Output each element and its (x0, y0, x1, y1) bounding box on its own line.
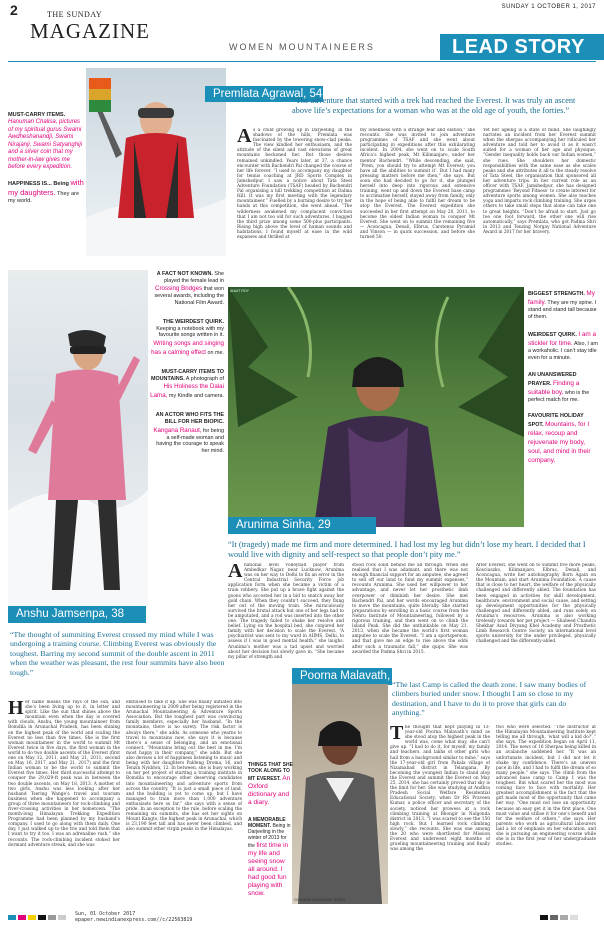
arunima-photo-credit: ANUIT ROY (230, 289, 249, 293)
poorna-fact-2: A MEMORABLE MOMENT. Being in Darjeeling in the winter of 2013 for the first time in my life and seeing snow all around. I had good fun playing with snow. (248, 816, 291, 897)
poorna-column-1: The thought that kept playing in 13-year-old Poorna Malavath’s mind as she stood atop the highest peak in the world was, come what may, she can’t give up. “I had to do it, for myself, my family and teachers, and lakhs of other girls who hail from a background similar to mine,” says the 17-year-old girl from Pakala village of Nizamabad district in Telangana. By becoming the youngest Indian to stand atop the Everest and summit the Everest on May 25, 2014, she has certainly proved that sky is the limit for her. She was studying at Andhra Pradesh Social Welfare Residential Educational Society, when Dr RS Praveen Kumar, a police officer and secretary of the society, noticed her prowess at a rock climbing training at Bhongir in Nalgonda district in 2013. “I was scared to see the 150 high rock. But I learned rock climbing slowly,” she recounts. She was one among the 20 who were shortlisted for Mission Everest and underwent eight months of grueling mountaineering training and finally was among the (390, 725, 490, 853)
footer-text (75, 911, 192, 923)
masthead (0, 0, 604, 62)
color-swatch (560, 915, 568, 920)
color-swatch (18, 915, 26, 920)
footer-url[interactable]: epaper.newindianexpress.com//c/22563819 (75, 917, 193, 923)
arunima-quote: “It (tragedy) made me firm and more determined. I had lost my leg but didn’t lose my heart. I decided that I would live with dignity and self-respect so that people don’t pity me.” (228, 540, 586, 559)
footer (0, 907, 604, 929)
issue-date: SUNDAY 1 OCTOBER 1, 2017 (501, 4, 596, 10)
drop-cap: H (8, 700, 24, 719)
color-swatch (8, 915, 16, 920)
footer-date: Sun, 01 October 2017 (75, 911, 136, 917)
arunima-column-3: After Everest, she went on to summit five more peaks, Kosciuszko, Kilimanjaro, Elbrus, Denali, and Aconcagua, write her autobiography Born Again on the Mountain, and start Arunima Foundation. A cause that is close to her heart, the welfare of the physically challenged and differently abled. The foundation has been engaged in activities for skill development, healthcare, environment and social cause, and setting up development opportunities for the physically challenged and differently abled, and runs solely on Arunima’s resources. Arunima is also working tirelessly towards her pet project — Shaheed Chandra Shekhar Azad Divyang Khel Academy and Prosthetic Limb Research Centre Society, an international level sports university for the under privileged, physically challenged and the differently-abled. (476, 563, 596, 645)
must-carry-text: Hanuman Chalisa, pictures of my spiritual gurus Swami Awdheshanandji, Swami Nirajanji, Swami Satyanghiji and a silver coin that my mother-in-law gives me before every expedition. (8, 119, 83, 170)
arunima-fact-3: AN UNANSWERED PRAYER. Finding a suitable boy, who is the perfect match for me. (528, 371, 590, 403)
masthead-rule (8, 61, 596, 62)
arunima-name: Arunima Sinha, 29 (228, 517, 376, 534)
color-swatch (550, 915, 558, 920)
anshu-quote: “The thought of summiting Everest crossed my mind while I was undergoing a training course. Climbing Everest was obviously the toughest. Barring my second summit of the double ascent in 2011 when the weather was pleasant, the rest four summits have also been tough.” (10, 630, 225, 677)
anshu-fact-4: AN ACTOR WHO FITS THE BILL FOR HER BIOPIC. Kangana Ranaut, for being a self-made woman and having the courage to speak her mind. (153, 412, 224, 455)
happiness-highlight: with my daughters. (8, 177, 84, 197)
poorna-photo-credit: CHANDAR ARUN/SNAP JEERO (294, 898, 346, 902)
poorna-photo (292, 684, 388, 904)
color-swatch (48, 915, 56, 920)
arunima-column-1: Anational level volleyball player from Ambedkar Nagar, near Lucknow, Arunima was on her way to Delhi to fix an error in the Central Industrial Security Force job application form when she became a victim of a train robbery. She put up a brave fight against the goons who accosted her in a bid to snatch away her gold chain. When they couldn’t succeed, they flung her out of the moving train. She miraculously survived the brutal attack but one of her legs had to be amputated, and a rod was inserted into the other one. The tragedy failed to shake her resolve and belief. Lying on the hospital bed, she conjured her family with her decision to scale the Everest. “A psychiatrist was sent to my ward in AIIMS, Delhi, to assess if I was in good mental health,” she laughs. Arunima’s mother was a tad upset and worried about her decision but slowly gave in. “She became my pillar of strength and (228, 563, 344, 660)
anshu-fact-2: THE WEIRDEST QUIRK. Keeping a notebook with my favourite songs written in it. Writing songs and singing has a calming effect on me. (151, 318, 224, 356)
color-swatch (28, 915, 36, 920)
anshu-column-2: enthused to take it up. She was finally initiated into mountaineering in 2009 after being registered in the Arunachal Mountaineering & Adventure Sports Association. But the toughest part was convincing family members, especially her husband. “In the mountains, there is no surety. The risk factor is always there,” she adds. As someone who yearns to travel to mountains now, she says it is because there’s a sense of belonging, and an emotional connect. “Mountains bring out the best in me. I’m most happy in their company,” she adds. But she also devises a lot of happiness listening to music and being with her daughters Paldeng Droma, 16, and Tenzin Nyiddon, 12. In between, she is busy working on her pet project of starting a training institute in Bomdila to encourage other deserving candidates into mountaineering and adventure sports from across the country. “It is just a small piece of land, and the building is yet to come up, but I have managed to train more than 1,000 adventure enthusiasts here so far,” she says with a sense of pride. In an exception to the rule, before scaling the remaining six summits, she has set her sights on Mount Kangto, the highest peak in Arunachal, which is 23,190 feet tall and has never been climbed, and also summit other virgin peaks in the Himalayas. (126, 700, 242, 833)
color-swatch (570, 915, 578, 920)
arunima-fact-4: FAVOURITE HOLIDAY SPOT. Mountains, for I relax, recoup and rejuvenate my body, soul, and mind in their company. (528, 413, 591, 464)
poorna-column-2: two who were selected. “The instructor at the Himalayan Mountaineering Institute kept telling me all through, ‘what will a kid do?’,” she says. The expedition began on April 11, 2014. The news of 16 Sherpas being killed in an avalanche saddened her. “It was an unfortunate incident, but I did not let it shake my confidence. There’s an uneven pace in life, and I had to fulfil the dream of so many people,” she says. The climb from the advanced base camp to Camp 1 was the toughest. But what scared her the most was coming face to face with mortality. Her greatest accomplishment is the fact that the girl made most of the opportunity that came her way. “One must not lose an opportunity because an easy get it in the first place. One must value and utilise it for one’s benefit and for the welfare of others,” she says. Her parents who work as agricultural labourers laid a lot of emphasis on her education, and she is pursuing an engineering course while she is in the first year of her undergraduate studies. (496, 725, 596, 848)
arunima-column-2: stood rock solid behind me all through. When she realised that I was adamant, and there was not enough financial support for an amputee, she agreed to sell off our land to fund my summit expenses,” recounts Arunima. She used her willpower to her advantage, and never let her prosthetic limb overpower or diminish her desire. She met Bachendri Pal, and her words encouraged Arunima to move the mountains, quite literally. She started preparations by enrolling in a basic course from the Nehru Institute of Mountaineering, followed by a rigorous training, and then went on to climb the Island Peak. She did the unthinkable on May 21, 2013, when she became the world’s first woman amputee to scale the Everest. “I am a sportsperson, and that gave me an edge to rise above the odds after such a traumatic fall,” she quips. She was awarded the Padma Shri in 2015. (352, 563, 468, 655)
anshu-name: Anshu Jamsenpa, 38 (8, 606, 146, 623)
premlata-column-1: As a child growing up in Darjeeling, in the shadows of the hills, Premlata was fascinated by the towering snow-clad peaks. The view kindled her enthusiasm, and the attitude of the silent and vast elevations of great mountains beckoned her. But those desires remained unkindled. Years later, at 37, a chance encounter with Bachendri Pal changed the course of her life forever. “I used to accompany my daughter for tennis coaching at JRD Sports Complex in Jamshedpur. I saw a notice about Tata Steel Adventure Foundation (TSAF) headed by Bachendri Pal organising a hill trekking competition at Dalma Hill. It was my first meeting with the legendary mountaineer.” Fuelled by a burning desire to try her hands at this competition, she went ahead. “The wilderness awakened my complacent conviction that I am not too old for such adventures. I bagged the third prize among some 500-plus participants. Rising high above the level of human sounds and habitations, I found myself at ease in the wild expanses and thrilled at (237, 128, 352, 240)
drop-cap: A (228, 563, 243, 582)
arunima-illustration (228, 287, 524, 527)
lead-story-banner: LEAD STORY (440, 34, 604, 60)
premlata-name: Premlata Agrawal, 54 (205, 86, 323, 102)
anshu-facts (150, 271, 224, 455)
sunday-label: THE SUNDAY (47, 10, 103, 19)
drop-cap: A (237, 128, 252, 147)
arunima-photo (228, 287, 524, 527)
section-title: WOMEN MOUNTAINEERS (229, 42, 375, 52)
arunima-fact-1: BIGGEST STRENGTH. My family. They are my spine. I stand and stand tall because of them. (528, 290, 597, 320)
color-swatch (540, 915, 548, 920)
anshu-photo (8, 270, 148, 610)
poorna-name: Poorna Malavath, (292, 668, 392, 685)
color-swatch (58, 915, 66, 920)
page-number: 2 (10, 2, 18, 18)
drop-cap: T (390, 725, 404, 744)
happiness-label: HAPPINESS IS... Being (8, 180, 69, 187)
color-swatch (38, 915, 46, 920)
anshu-fact-3: MUST-CARRY ITEMS TO MOUNTAINS. A photograph of His Holiness the Dalai Lama, my Kindle and camera. (150, 368, 224, 400)
premlata-column-3: Yet her ageing is a state of mind. She laughingly narrates an incident from her Everest summit when the sherpas accompanying her ridiculed her adventure and told her to avoid it as it wasn’t suited for a woman of her age and physique. “Gender inequality holds back our Indian women,” she rues. She shoulders her domestic responsibilities with the same ease as she scales peaks and she attributes it all to the steady resolve of Tata Steel, the organisation that sponsored all her adventure trips. In her current role as an officer with TSAF, Jamshedpur, she has designed programmes ‘Beyond Fitness’ to create interest for adventure sports among women. She also teaches yoga and imparts rock climbing training. She urges others to take small steps that alone can take one to great heights. “Don’t be afraid to start. Just go toe one foot forward, the other one will rise automatically,” says Premlata, who got Padma Shri in 2013 and Tenzing Norgay National Adventure Award in 2017 for her bravery. (483, 128, 596, 235)
arunima-fact-2: WEIRDEST QUIRK. I am a stickler for time. Also, I am a workaholic. I can’t stay idle even for a minute. (528, 331, 598, 362)
happiness-tail: They are my world. (8, 190, 80, 204)
poorna-quote: “The last Camp is called the death zone. I saw many bodies of climbers buried under snow. I thought I am so close to my destination, and I have to do it to prove that girls can do anything.” (392, 680, 587, 718)
anshu-fact-1: A FACT NOT KNOWN. She played the female lead in Crossing Bridges that won several awards, including the National Film Award. (154, 271, 224, 307)
anshu-column-1: Her name means the rays of the sun, and she’s been living up to it, in letter and spirit. Like the sun that shines above the mountain even when the day is covered with clouds, Anshu, the young mountaineer from Bomdila in Arunachal Pradesh, has been shining on the highest peak of the world and scaling the Everest no less than five times. She is the first woman mountaineer in the world to summit Mt Everest twice in five days, the first woman in the world to do two double ascents of the Everest (first one on May 12, 2011, and May 21, 2011, second on May 16, 2017, and May 21, 2017) and the first Indian woman to be the world to summit the Everest five times. Her third successful attempt to conquer the 29,029-ft peak was in between the two double ascents, on May 18, 2013. A mother of two girls, Anshu was less looking after her husband Tsering Wange’s travel and tourism business when she happened to accompany a group of three mountaineers for rock-climbing and river-crossing activities in her hometown. “The month-long Himalayan Trekking Expedition Programme had been planned by my husband’s company. I used to go along with them daily. One day, I just walked up to the trio and told them that I want to try it too. I was an adrenaline rush,” she recounts. The rock-climbing incident stoked her dormant adventure streak, and she was (8, 700, 120, 848)
poorna-facts-box (248, 762, 293, 902)
poorna-illustration (292, 684, 388, 904)
must-carry-label: MUST-CARRY ITEMS. (8, 112, 66, 118)
anshu-illustration (8, 270, 148, 610)
magazine-title: MAGAZINE (30, 19, 150, 43)
premlata-quote: “The adventure that started with a trek had reached the Everest. It was truly an ascent above life’s expectations for a woman who was at the old age of youth, the forties.” (292, 96, 576, 115)
premlata-sidebar (8, 112, 84, 205)
poorna-fact-1: THINGS THAT SHE TOOK ALONG TO MT EVEREST. An Oxford dictionary and a diary. (248, 762, 293, 806)
premlata-column-2: my loneliness with a strange fear and elation,” she recounts. She was invited to join adventure programmes of TSAF and she went about participating in expeditions after this exhilarating incident. In 2004, she went on to scale South Africa’s highest peak, Mt Kilimanjaro, under her mentor Bachendri. “While descending, she said, ‘Prem, you should try to attempt Mt Everest; you have all the abilities to summit it’. But I had many pressing matters before me then,” she says. But soon she had decided to go for it, she plunged herself into deep into rigorous and extensive training, went up and down the Everest base camp to acclimatise herself, stayed away from family, only in the hope of being able to fulfil her dream to be atop the Everest. The Everest expedition she succeeded in her first attempt on May 20, 2011, to become the oldest Indian woman to conquer Mt Everest. She went on to summit the remaining five — Aconcagua, Denali, Elbrus, Carstensz Pyramid and Vinson — in quick succession, and before she turned 50. (360, 128, 475, 240)
arunima-facts (528, 289, 598, 465)
